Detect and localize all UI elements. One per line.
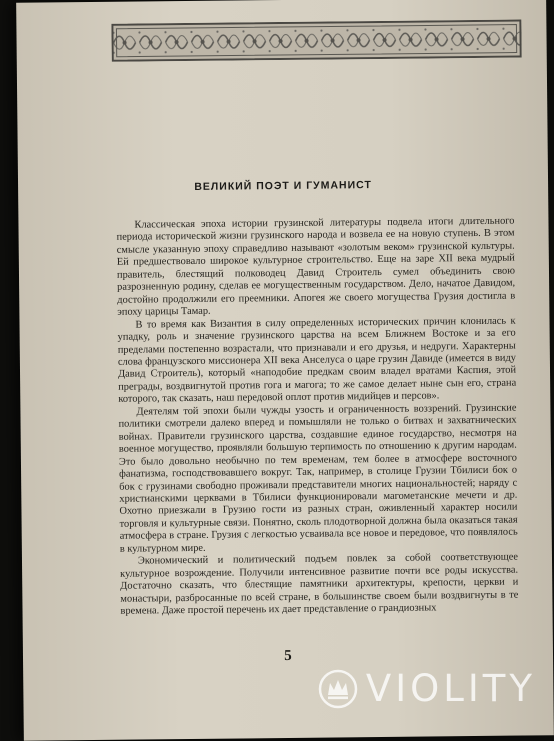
body-text [116, 216, 518, 619]
book-page [16, 0, 554, 741]
page-number: 5 [284, 647, 292, 665]
paragraph: Деятелям той эпохи были чужды узость и ограниченность воззрений. Грузинские политики смотрели далеко вперед и помышляли не только о битвах и захватнических войнах. Правители грузинского царства, создавшие единое государство, несмотря на военное могущество, проявляли большую терпимость по отношению к другим народам. Это было довольно необычно по тем временам, тем более в атмосфере восточного фанатизма, господствовавшего вокруг. Так, например, в столице Грузии Тбилиси бок о бок с грузинами свободно проживали представители многих национальностей; наряду с христианскими церквами в Тбилиси функционировали магометанские мечети и др. Охотно приезжали в Грузию гости из разных стран, оживленный характер носили торговля и культурные связи. Понятно, сколь плодотворной должна была оказаться такая атмосфера в стране. Грузия с легкостью усваивала все новое и передовое, что появлялось в культурном мире. [118, 402, 518, 555]
paragraph: Экономический и политический подъем повлек за собой соответствующее культурное возрождение. Получили интенсивное развитие почти все роды искусства. Достаточно сказать, что блестящие памятники архитектуры, крепости, церкви и монастыри, разбросанные по всей стране, в большинстве своем были воздвигнуты в те времена. Даже простой перечень их дает представление о грандиозных [120, 551, 519, 617]
decorative-ornament-band [111, 20, 521, 62]
watermark-text: VIOLITY [365, 667, 536, 710]
chapter-title: ВЕЛИКИЙ ПОЭТ И ГУМАНИСТ [194, 179, 372, 193]
paragraph: В то время как Византия в силу определенных исторических причин клонилась к упадку, роль и значение грузинского царства на всем Ближнем Востоке и за его пределами постепенно возрастали, что признавали и его друзья, и недруги. Характерны слова французского миссионера XII века Анселуса о царе грузин Давиде (имеется в виду Давид Строитель), который «наподобие предкам своим владел вратами Каспия, этой преграды, воздвигнутой против гога и магога; то же самое делает ныне сын его, страна которого, так сказать, наш передовой оплот против мидийцев и персов». [117, 315, 517, 406]
paragraph: Классическая эпоха истории грузинской литературы подвела итоги длительного периода исторической жизни грузинского народа и возвела ее на новую ступень. В этом смысле указанную эпоху справедливо называют «золотым веком» грузинской культуры. Ей предшествовало широкое культурное строительство. Еще на заре XII века мудрый правитель, блестящий полководец Давид Строитель сумел объединить свою разрозненную родину, сделав ее могущественным государством. Дело, начатое Давидом, достойно продолжили его преемники. Апогея же своего могущества Грузия достигла в эпоху царицы Тамар. [116, 215, 516, 318]
crown-logo-icon [318, 669, 358, 709]
watermark [318, 667, 536, 710]
